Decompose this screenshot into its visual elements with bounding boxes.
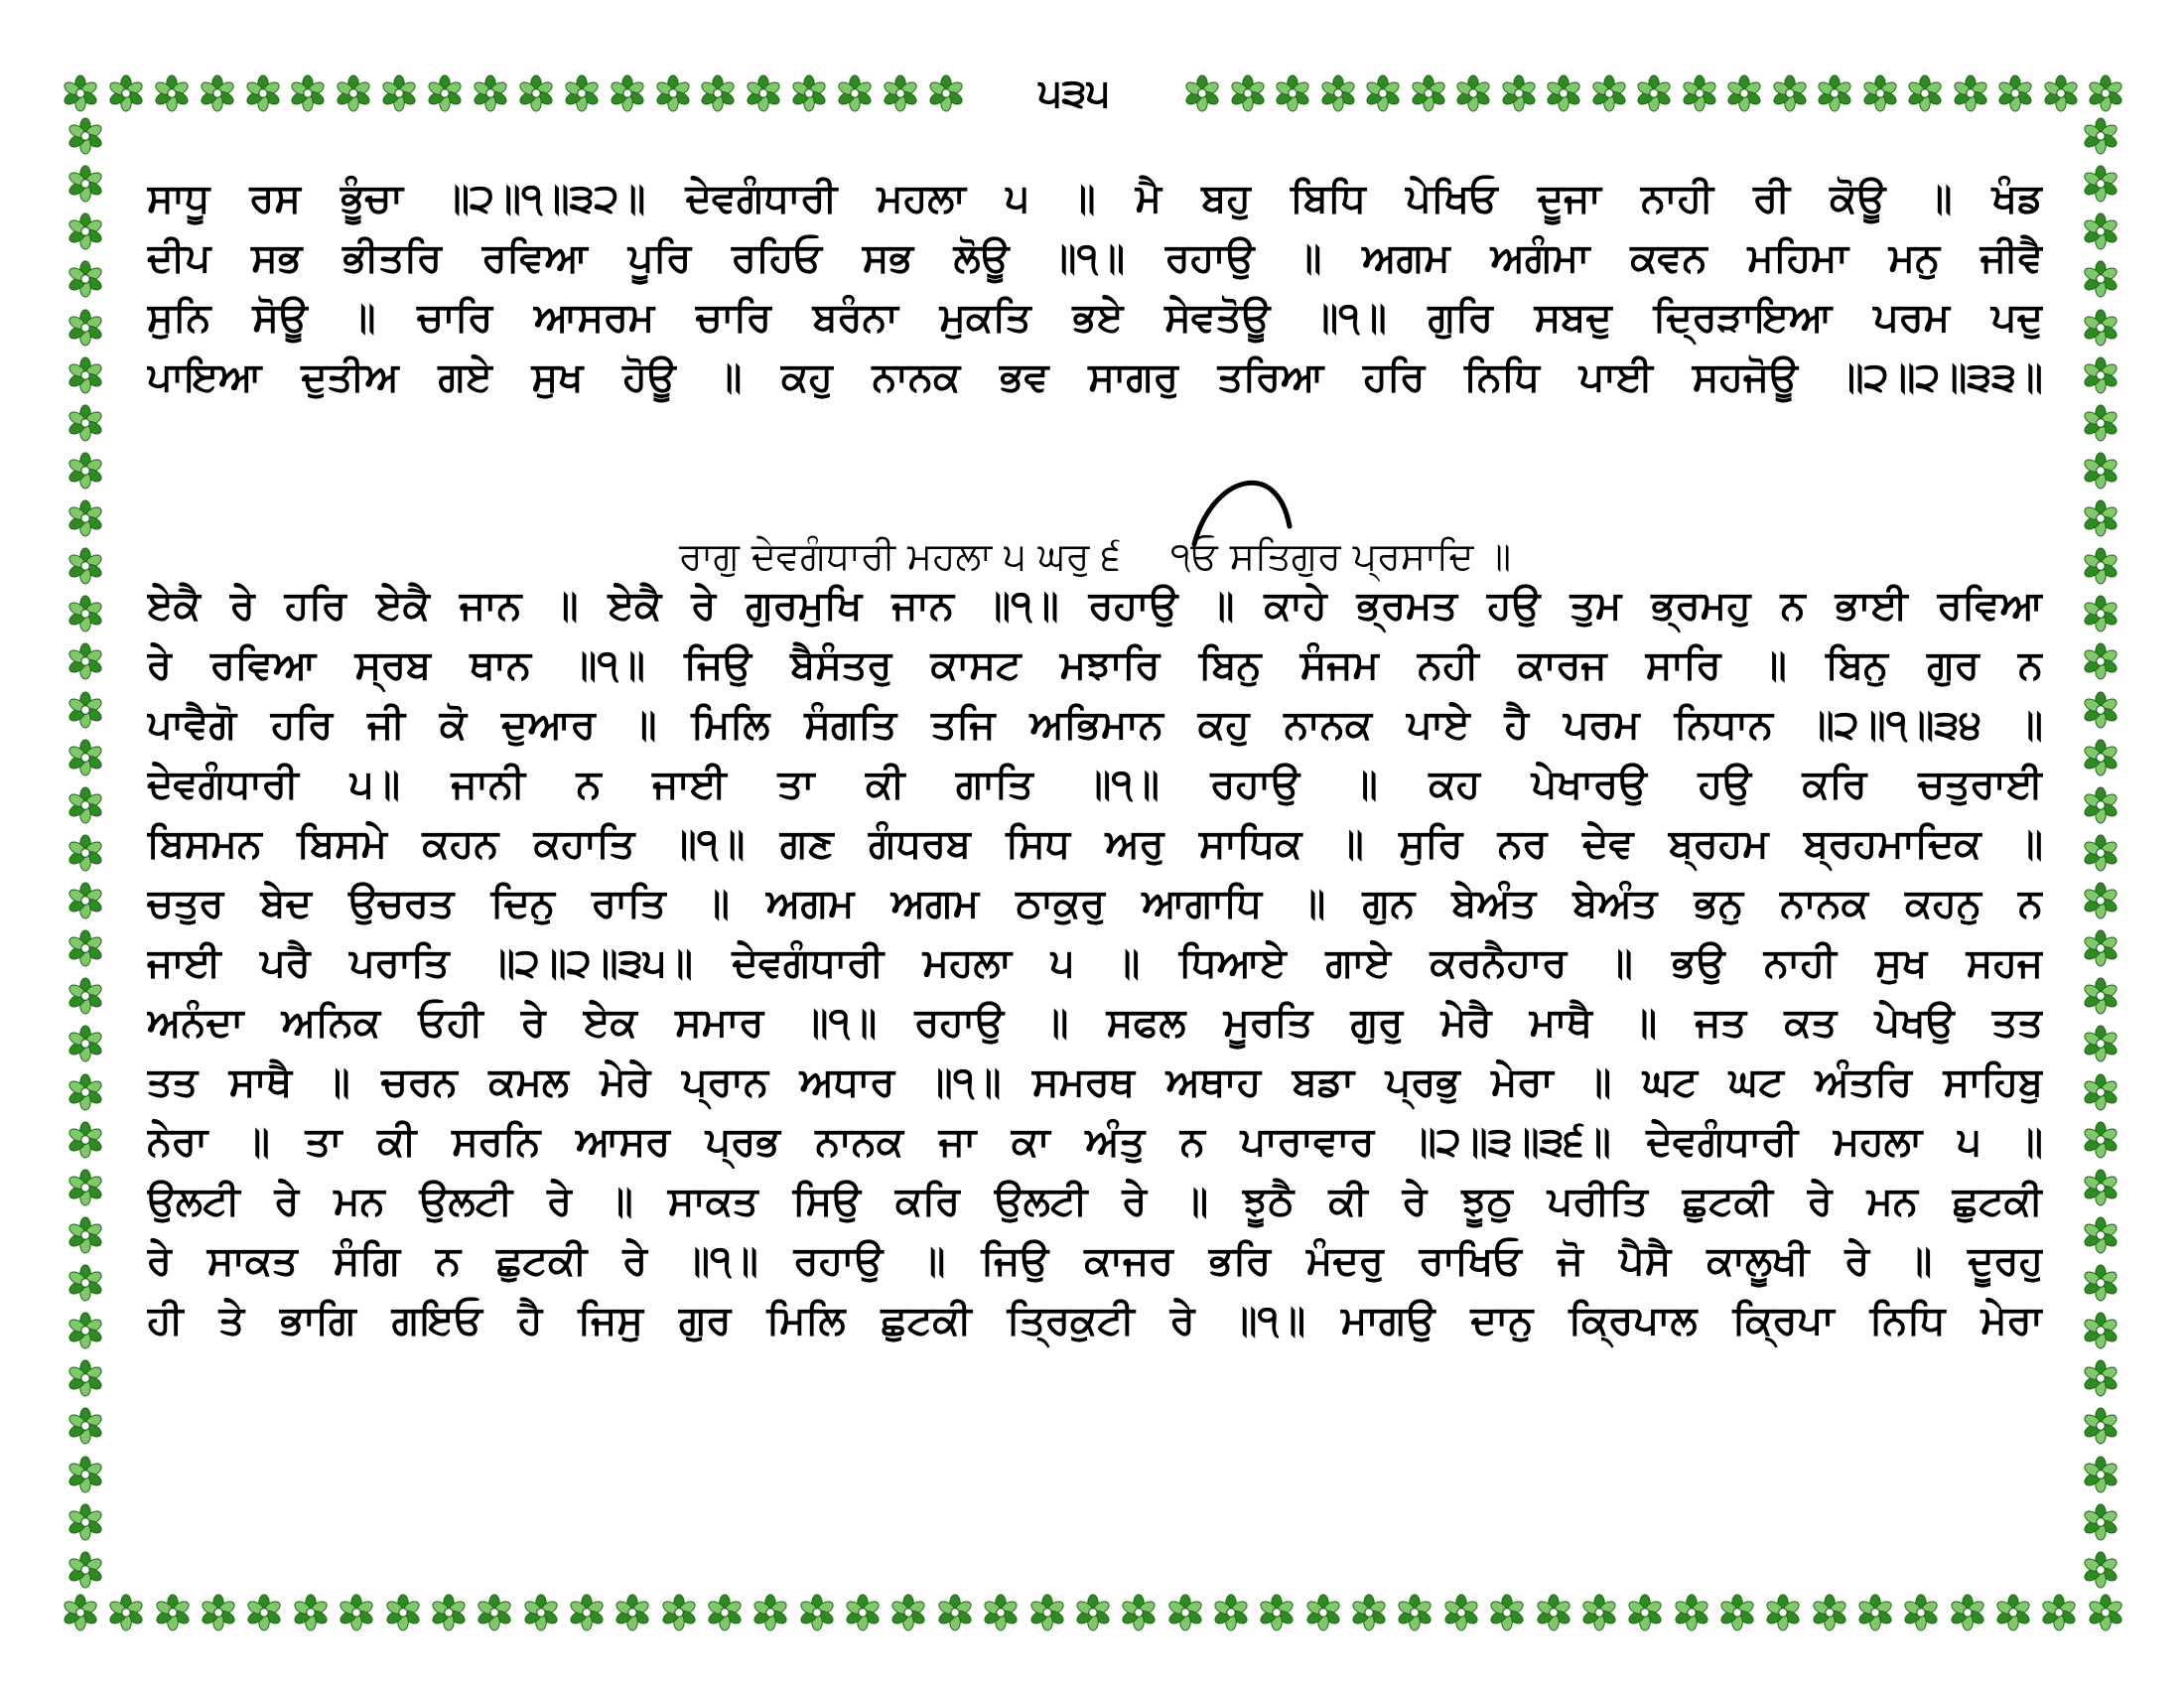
flower-ornament-icon [154,1594,192,1631]
flower-ornament-icon [67,977,104,1015]
flower-ornament-icon [426,74,464,112]
flower-ornament-icon [67,212,104,250]
flower-ornament-icon [1635,74,1673,112]
flower-ornament-icon [67,1264,104,1302]
flower-ornament-icon [67,309,104,347]
flower-ornament-icon [476,1594,513,1631]
text-line: ਉਲਟੀ ਰੇ ਮਨ ਉਲਟੀ ਰੇ ॥ ਸਾਕਤ ਸਿਉ ਕਰਿ ਉਲਟੀ ਰੇ ॥ ਝੂਠੈ ਕੀ ਰੇ ਝੂਠੁ ਪਰੀਤਿ ਛੁਟਕੀ ਰੇ ਮਨ ਛੁਟਕੀ [147,1179,2043,1224]
flower-ornament-icon [2040,1594,2078,1631]
first-section [147,169,2043,407]
flower-ornament-icon [1364,74,1402,112]
flower-ornament-icon [1535,1594,1572,1631]
flower-ornament-icon [660,1594,698,1631]
flower-ornament-icon [67,786,104,824]
flower-ornament-icon [67,1073,104,1111]
flower-ornament-icon [1454,74,1492,112]
flower-ornament-icon [2082,1503,2119,1541]
flower-ornament-icon [67,691,104,729]
flower-ornament-icon [609,74,646,112]
flower-ornament-icon [67,739,104,776]
flower-ornament-icon [67,1359,104,1397]
flower-ornament-icon [67,595,104,633]
flower-ornament-icon [67,1121,104,1159]
flower-ornament-icon [289,74,327,112]
flower-ornament-icon [2082,642,2119,680]
flower-ornament-icon [1811,1594,1848,1631]
flower-ornament-icon [2082,117,2119,155]
ik-onkar-arc-icon [1192,467,1311,546]
flower-ornament-icon [836,74,874,112]
flower-ornament-icon [2082,882,2119,919]
flower-ornament-icon [67,1312,104,1349]
text-line: ਨੇਰਾ ॥ ਤਾ ਕੀ ਸਰਨਿ ਆਸਰ ਪ੍ਰਭ ਨਾਨਕ ਜਾ ਕਾ ਅੰਤੁ ਨ ਪਾਰਾਵਾਰ ॥੨॥੩॥੩੬॥ ਦੇਵਗੰਧਾਰੀ ਮਹਲਾ ੫ ॥ [147,1119,2043,1165]
flower-ornament-icon [2082,309,2119,347]
text-line: ਸੁਨਿ ਸੋਊ ॥ ਚਾਰਿ ਆਸਰਮ ਚਾਰਿ ਬਰੰਨਾ ਮੁਕਤਿ ਭਏ ਸੇਵਤੋਊ ॥੧॥ ਗੁਰਿ ਸਬਦੁ ਦ੍ਰਿੜਾਇਆ ਪਰਮ ਪਦੁ [147,295,2043,341]
flower-ornament-icon [1028,1594,1066,1631]
flower-ornament-icon [2087,74,2124,112]
flower-ornament-icon [1410,74,1447,112]
flower-ornament-icon [1212,1594,1250,1631]
flower-ornament-icon [1996,74,2034,112]
flower-ornament-icon [2082,404,2119,442]
flower-ornament-icon [1304,1594,1342,1631]
flower-ornament-icon [2082,1359,2119,1397]
text-line: ਅਨੰਦਾ ਅਨਿਕ ਓਹੀ ਰੇ ਏਕ ਸਮਾਰ ॥੧॥ ਰਹਾਉ ॥ ਸਫਲ ਮੂਰਤਿ ਗੁਰੁ ਮੇਰੈ ਮਾਥੈ ॥ ਜਤ ਕਤ ਪੇਖਉ ਤਤ [147,1000,2043,1046]
flower-ornament-icon [889,1594,927,1631]
flower-ornament-icon [67,1169,104,1206]
flower-ornament-icon [200,1594,237,1631]
page-number: ੫੩੫ [1038,70,1110,116]
text-line: ਸਾਧੂ ਰਸ ਭੂੰਚਾ ॥੨॥੧॥੩੨॥ ਦੇਵਗੰਧਾਰੀ ਮਹਲਾ ੫ ॥ ਮੈ ਬਹੁ ਬਿਧਿ ਪੇਖਿਓ ਦੂਜਾ ਨਾਹੀ ਰੀ ਕੋਊ ॥ ਖੰਡ [147,176,2043,221]
flower-ornament-icon [1183,74,1221,112]
flower-ornament-icon [1258,1594,1296,1631]
flower-ornament-icon [2082,1169,2119,1206]
mool-text: ੧ਓ ਸਤਿਗੁਰ ਪ੍ਰਸਾਦਿ ॥ [1169,534,1512,578]
flower-ornament-icon [67,1216,104,1254]
flower-ornament-icon [1274,74,1311,112]
flower-ornament-icon [67,1456,104,1493]
flower-ornament-icon [1952,74,1989,112]
flower-ornament-icon [2082,547,2119,585]
flower-ornament-icon [1545,74,1582,112]
flower-ornament-icon [568,1594,606,1631]
text-line: ਦੇਵਗੰਧਾਰੀ ੫॥ ਜਾਨੀ ਨ ਜਾਈ ਤਾ ਕੀ ਗਾਤਿ ॥੧॥ ਰਹਾਉ ॥ ਕਹ ਪੇਖਾਰਉ ਹਉ ਕਰਿ ਚਤੁਰਾਈ [147,762,2043,807]
flower-ornament-icon [844,1594,882,1631]
flower-ornament-icon [153,74,191,112]
text-line: ਤਤ ਸਾਥੈ ॥ ਚਰਨ ਕਮਲ ਮੇਰੇ ਪ੍ਰਾਨ ਅਧਾਰ ॥੧॥ ਸਮਰਥ ਅਥਾਹ ਬਡਾ ਪ੍ਰਭੁ ਮੇਰਾ ॥ ਘਟ ਘਟ ਅੰਤਰਿ ਸਾਹਿਬੁ [147,1059,2043,1105]
flower-ornament-icon [67,260,104,298]
flower-ornament-icon [1771,74,1809,112]
flower-ornament-icon [244,74,282,112]
flower-ornament-icon [563,74,601,112]
flower-ornament-icon [1488,1594,1526,1631]
flower-ornament-icon [2082,786,2119,824]
flower-ornament-icon [699,74,737,112]
flower-ornament-icon [335,74,372,112]
flower-ornament-icon [338,1594,375,1631]
flower-ornament-icon [1442,1594,1480,1631]
flower-ornament-icon [67,1025,104,1062]
flower-ornament-icon [745,74,782,112]
flower-ornament-icon [2082,834,2119,872]
flower-ornament-icon [2082,212,2119,250]
raag-heading: ਰਾਗੁ ਦੇਵਗੰਧਾਰੀ ਮਹਲਾ ੫ ਘਰੁ ੬ [678,534,1121,578]
flower-ornament-icon [790,74,828,112]
flower-ornament-icon [1319,74,1357,112]
text-line: ਰੇ ਰਵਿਆ ਸ੍ਰਬ ਥਾਨ ॥੧॥ ਜਿਉ ਬੈਸੰਤਰੁ ਕਾਸਟ ਮਝਾਰਿ ਬਿਨੁ ਸੰਜਮ ਨਹੀ ਕਾਰਜ ਸਾਰਿ ॥ ਬਿਨੁ ਗੁਰ ਨ [147,642,2043,688]
flower-ornament-icon [2082,1312,2119,1349]
text-line: ਪਾਵੈਗੋ ਹਰਿ ਜੀ ਕੋ ਦੁਆਰ ॥ ਮਿਲਿ ਸੰਗਤਿ ਤਜਿ ਅਭਿਮਾਨ ਕਹੁ ਨਾਨਕ ਪਾਏ ਹੈ ਪਰਮ ਨਿਧਾਨ ॥੨॥੧॥੩੪ ॥ [147,702,2043,748]
flower-ornament-icon [1166,1594,1204,1631]
flower-ornament-icon [2082,356,2119,394]
text-line: ਰੇ ਸਾਕਤ ਸੰਗਿ ਨ ਛੁਟਕੀ ਰੇ ॥੧॥ ਰਹਾਉ ॥ ਜਿਉ ਕਾਜਰ ਭਰਿ ਮੰਦਰੁ ਰਾਖਿਓ ਜੋ ਪੈਸੈ ਕਾਲੂਖੀ ਰੇ ॥ ਦੂਰਹੁ [147,1238,2043,1284]
flower-ornament-icon [1816,74,1853,112]
flower-ornament-icon [2082,1264,2119,1302]
second-section [147,576,2043,1350]
flower-ornament-icon [1074,1594,1112,1631]
flower-ornament-icon [1902,1594,1940,1631]
flower-ornament-icon [882,74,919,112]
flower-ornament-icon [1396,1594,1433,1631]
flower-ornament-icon [614,1594,651,1631]
flower-ornament-icon [2087,1594,2124,1631]
flower-ornament-icon [2082,739,2119,776]
top-border-right [1183,70,2124,117]
flower-ornament-icon [1949,1594,1986,1631]
flower-ornament-icon [1994,1594,2032,1631]
flower-ornament-icon [67,642,104,680]
flower-ornament-icon [936,1594,974,1631]
text-line: ਏਕੈ ਰੇ ਹਰਿ ਏਕੈ ਜਾਨ ॥ ਏਕੈ ਰੇ ਗੁਰਮੁਖਿ ਜਾਨ ॥੧॥ ਰਹਾਉ ॥ ਕਾਹੇ ਭ੍ਰਮਤ ਹਉ ਤੁਮ ਭ੍ਰਮਹੁ ਨ ਭਾਈ ਰਵਿਆ [147,583,2043,629]
flower-ornament-icon [517,74,555,112]
flower-ornament-icon [67,452,104,490]
flower-ornament-icon [67,499,104,537]
flower-ornament-icon [1725,74,1763,112]
flower-ornament-icon [292,1594,330,1631]
flower-ornament-icon [67,1407,104,1445]
flower-ornament-icon [430,1594,468,1631]
flower-ornament-icon [2082,929,2119,967]
flower-ornament-icon [67,356,104,394]
flower-ornament-icon [62,1594,99,1631]
flower-ornament-icon [2082,595,2119,633]
flower-ornament-icon [107,1594,145,1631]
flower-ornament-icon [1764,1594,1802,1631]
flower-ornament-icon [706,1594,744,1631]
text-line: ਪਾਇਆ ਦੁਤੀਅ ਗਏ ਸੁਖ ਹੋਊ ॥ ਕਹੁ ਨਾਨਕ ਭਵ ਸਾਗਰੁ ਤਰਿਆ ਹਰਿ ਨਿਧਿ ਪਾਈ ਸਹਜੋਊ ॥੨॥੨॥੩੩॥ [147,354,2043,400]
flower-ornament-icon [67,1551,104,1589]
flower-ornament-icon [2082,1456,2119,1493]
flower-ornament-icon [798,1594,836,1631]
flower-ornament-icon [2082,165,2119,203]
text-line: ਚਤੁਰ ਬੇਦ ਉਚਰਤ ਦਿਨੁ ਰਾਤਿ ॥ ਅਗਮ ਅਗਮ ਠਾਕੁਰੁ ਆਗਾਧਿ ॥ ਗੁਨ ਬੇਅੰਤ ਬੇਅੰਤ ਭਨੁ ਨਾਨਕ ਕਹਨੁ ਨ [147,881,2043,926]
flower-ornament-icon [2082,977,2119,1015]
flower-ornament-icon [67,117,104,155]
flower-ornament-icon [2042,74,2080,112]
flower-ornament-icon [522,1594,560,1631]
text-line: ਜਾਈ ਪਰੈ ਪਰਾਤਿ ॥੨॥੨॥੩੫॥ ਦੇਵਗੰਧਾਰੀ ਮਹਲਾ ੫ ॥ ਧਿਆਏ ਗਾਏ ਕਰਨੈਹਾਰ ॥ ਭਉ ਨਾਹੀ ਸੁਖ ਸਹਜ [147,940,2043,986]
flower-ornament-icon [2082,1073,2119,1111]
flower-ornament-icon [927,74,965,112]
flower-ornament-icon [2082,452,2119,490]
flower-ornament-icon [67,834,104,872]
flower-ornament-icon [62,74,99,112]
flower-ornament-icon [2082,1407,2119,1445]
flower-ornament-icon [67,929,104,967]
flower-ornament-icon [982,1594,1020,1631]
flower-ornament-icon [1229,74,1267,112]
flower-ornament-icon [2082,691,2119,729]
flower-ornament-icon [1580,1594,1618,1631]
flower-ornament-icon [654,74,692,112]
flower-ornament-icon [1120,1594,1158,1631]
bottom-border [62,1589,2124,1636]
flower-ornament-icon [1590,74,1628,112]
flower-ornament-icon [67,165,104,203]
right-border [2077,117,2124,1589]
flower-ornament-icon [1906,74,1944,112]
flower-ornament-icon [1861,74,1899,112]
top-border-left [62,70,965,117]
flower-ornament-icon [67,547,104,585]
text-line: ਦੀਪ ਸਭ ਭੀਤਰਿ ਰਵਿਆ ਪੂਰਿ ਰਹਿਓ ਸਭ ਲੋਊ ॥੧॥ ਰਹਾਉ ॥ ਅਗਮ ਅਗੰਮਾ ਕਵਨ ਮਹਿਮਾ ਮਨੁ ਜੀਵੈ [147,235,2043,281]
flower-ornament-icon [67,1503,104,1541]
flower-ornament-icon [751,1594,789,1631]
flower-ornament-icon [67,404,104,442]
left-border [62,117,109,1589]
flower-ornament-icon [2082,1025,2119,1062]
flower-ornament-icon [380,74,418,112]
flower-ornament-icon [2082,499,2119,537]
text-line: ਬਿਸਮਨ ਬਿਸਮੇ ਕਹਨ ਕਹਾਤਿ ॥੧॥ ਗਣ ਗੰਧਰਬ ਸਿਧ ਅਰੁ ਸਾਧਿਕ ॥ ਸੁਰਿ ਨਰ ਦੇਵ ਬ੍ਰਹਮ ਬ੍ਰਹਮਾਦਿਕ ॥ [147,821,2043,867]
flower-ornament-icon [2082,1551,2119,1589]
flower-ornament-icon [67,882,104,919]
flower-ornament-icon [1673,1594,1710,1631]
flower-ornament-icon [2082,1216,2119,1254]
flower-ornament-icon [1681,74,1718,112]
flower-ornament-icon [107,74,145,112]
text-line: ਹੀ ਤੇ ਭਾਗਿ ਗਇਓ ਹੈ ਜਿਸੁ ਗੁਰ ਮਿਲਿ ਛੁਟਕੀ ਤ੍ਰਿਕੁਟੀ ਰੇ ॥੧॥ ਮਾਗਉ ਦਾਨੁ ਕ੍ਰਿਪਾਲ ਕ੍ਰਿਪਾ ਨਿਧਿ ਮੇਰਾ [147,1298,2043,1343]
flower-ornament-icon [1718,1594,1756,1631]
flower-ornament-icon [2082,1121,2119,1159]
flower-ornament-icon [384,1594,422,1631]
flower-ornament-icon [2082,260,2119,298]
flower-ornament-icon [245,1594,283,1631]
flower-ornament-icon [1856,1594,1894,1631]
flower-ornament-icon [1350,1594,1388,1631]
flower-ornament-icon [472,74,509,112]
flower-ornament-icon [1626,1594,1664,1631]
flower-ornament-icon [1500,74,1538,112]
flower-ornament-icon [199,74,236,112]
